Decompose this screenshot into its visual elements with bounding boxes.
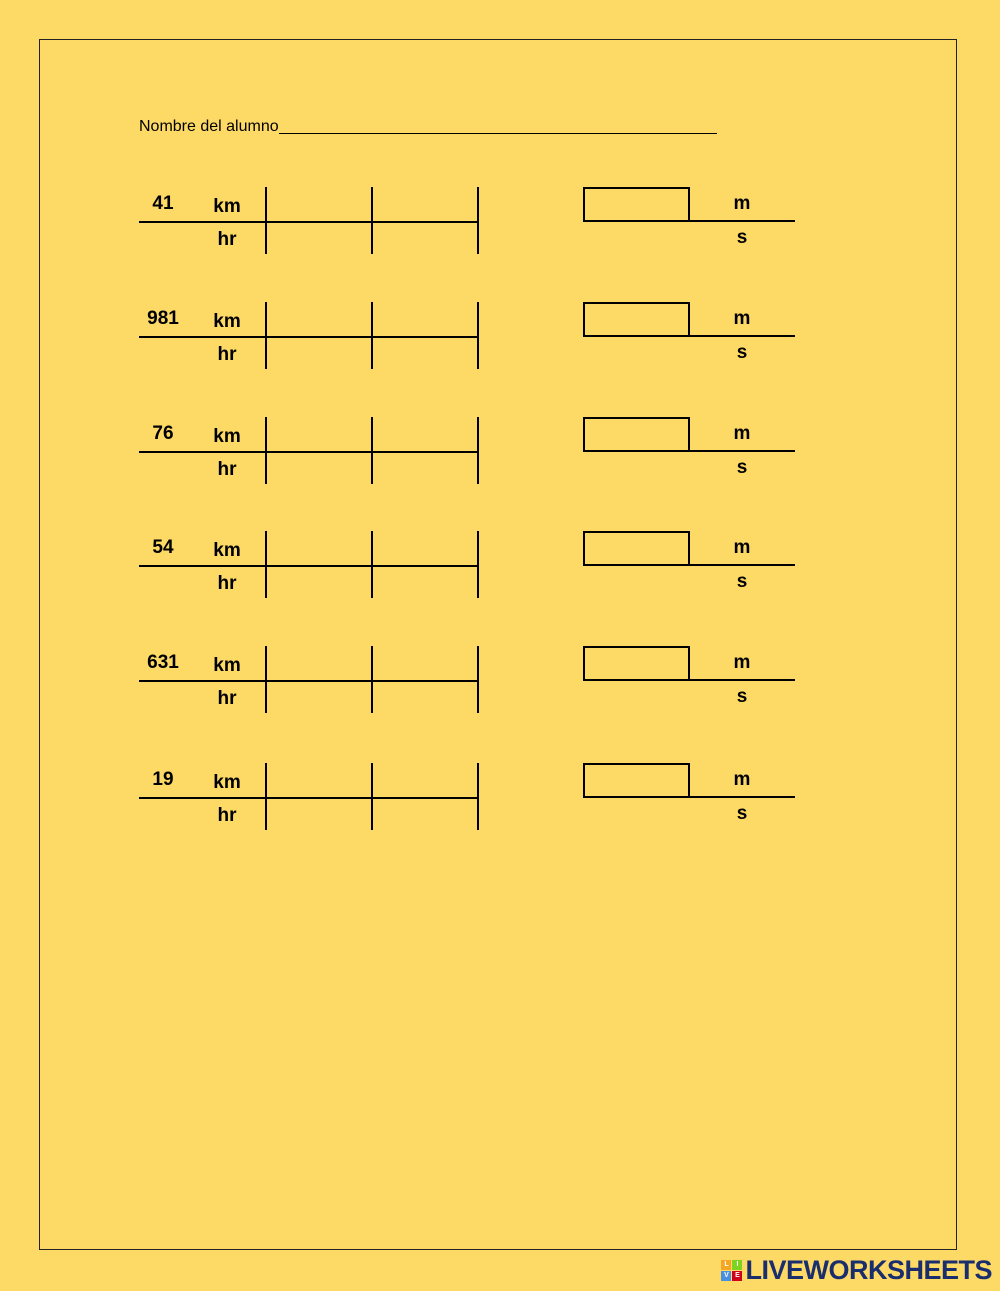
divider-line — [265, 763, 267, 830]
problem-value: 41 — [152, 193, 174, 214]
logo-mark-i: I — [732, 1260, 742, 1270]
unit-km: km — [213, 540, 241, 561]
fraction-line — [139, 221, 478, 223]
fraction-line — [139, 565, 478, 567]
unit-km: km — [213, 772, 241, 793]
conversion-problem — [0, 302, 1000, 372]
conversion-problem — [0, 531, 1000, 601]
answer-fraction-line — [690, 796, 795, 798]
logo-mark-e: E — [732, 1271, 742, 1281]
student-name-field — [139, 117, 717, 136]
liveworksheets-logo-icon — [721, 1260, 742, 1281]
unit-m: m — [733, 769, 751, 790]
answer-fraction-line — [690, 335, 795, 337]
problem-value: 76 — [152, 423, 174, 444]
unit-s: s — [736, 227, 748, 248]
divider-line — [265, 187, 267, 254]
unit-km: km — [213, 311, 241, 332]
answer-fraction-line — [690, 220, 795, 222]
unit-m: m — [733, 652, 751, 673]
answer-input-box[interactable] — [583, 187, 690, 222]
divider-line — [371, 763, 373, 830]
divider-line — [265, 302, 267, 369]
divider-line — [477, 187, 479, 254]
answer-input-box[interactable] — [583, 646, 690, 681]
unit-hr: hr — [217, 805, 237, 826]
divider-line — [371, 187, 373, 254]
unit-s: s — [736, 803, 748, 824]
divider-line — [477, 646, 479, 713]
divider-line — [477, 763, 479, 830]
unit-hr: hr — [217, 459, 237, 480]
unit-m: m — [733, 193, 751, 214]
answer-fraction-line — [690, 450, 795, 452]
fraction-line — [139, 797, 478, 799]
problem-value: 631 — [147, 652, 179, 673]
answer-input-box[interactable] — [583, 531, 690, 566]
problem-value: 19 — [152, 769, 174, 790]
conversion-problem — [0, 646, 1000, 716]
student-name-blank[interactable] — [279, 117, 717, 134]
unit-hr: hr — [217, 688, 237, 709]
unit-km: km — [213, 655, 241, 676]
unit-s: s — [736, 342, 748, 363]
fraction-line — [139, 336, 478, 338]
logo-mark-v: V — [721, 1271, 731, 1281]
unit-s: s — [736, 686, 748, 707]
fraction-line — [139, 680, 478, 682]
conversion-problem — [0, 187, 1000, 257]
answer-input-box[interactable] — [583, 763, 690, 798]
unit-km: km — [213, 426, 241, 447]
unit-hr: hr — [217, 229, 237, 250]
unit-m: m — [733, 537, 751, 558]
divider-line — [265, 646, 267, 713]
unit-s: s — [736, 571, 748, 592]
divider-line — [371, 531, 373, 598]
liveworksheets-logo — [721, 1255, 992, 1286]
divider-line — [265, 417, 267, 484]
problem-value: 54 — [152, 537, 174, 558]
problem-value: 981 — [147, 308, 179, 329]
conversion-problem — [0, 763, 1000, 833]
unit-s: s — [736, 457, 748, 478]
answer-fraction-line — [690, 564, 795, 566]
unit-hr: hr — [217, 573, 237, 594]
logo-mark-l: L — [721, 1260, 731, 1270]
divider-line — [265, 531, 267, 598]
answer-input-box[interactable] — [583, 417, 690, 452]
answer-input-box[interactable] — [583, 302, 690, 337]
conversion-problem — [0, 417, 1000, 487]
divider-line — [371, 417, 373, 484]
divider-line — [477, 417, 479, 484]
unit-km: km — [213, 196, 241, 217]
student-name-label: Nombre del alumno — [139, 118, 279, 135]
unit-m: m — [733, 308, 751, 329]
divider-line — [371, 646, 373, 713]
divider-line — [477, 302, 479, 369]
logo-text: LIVEWORKSHEETS — [745, 1255, 992, 1285]
fraction-line — [139, 451, 478, 453]
divider-line — [371, 302, 373, 369]
unit-m: m — [733, 423, 751, 444]
divider-line — [477, 531, 479, 598]
unit-hr: hr — [217, 344, 237, 365]
answer-fraction-line — [690, 679, 795, 681]
